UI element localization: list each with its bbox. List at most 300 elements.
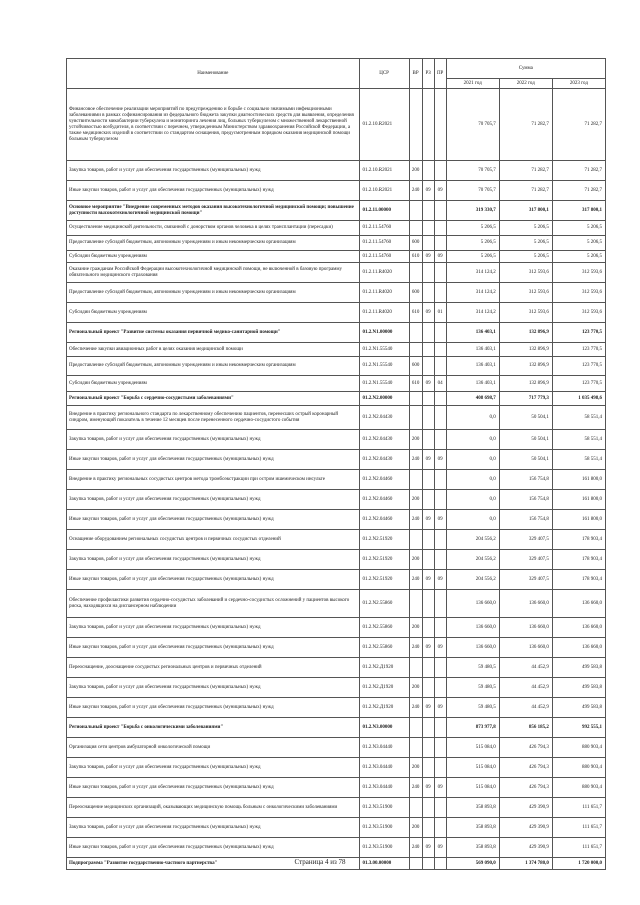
table-row (67, 89, 606, 161)
cell-sum-2021: 70 705,7 (446, 161, 499, 181)
table-row (67, 678, 606, 698)
cell-vr: 610 (409, 303, 422, 323)
cell-name: Предоставление субсидий бюджетным, автономным учреждениям и иным некоммерческим организациям (67, 357, 360, 376)
cell-rz (422, 201, 434, 221)
table-row (67, 430, 606, 450)
cell-csr: 01.2.N1.55540 (359, 343, 409, 357)
cell-vr: 240 (409, 838, 422, 858)
cell-sum-2021: 314 124,2 (446, 283, 499, 303)
cell-pr: 04 (434, 376, 446, 392)
cell-vr: 240 (409, 698, 422, 718)
table-row (67, 201, 606, 221)
cell-sum-2022: 317 800,1 (499, 201, 552, 221)
cell-sum-2021: 0,0 (446, 406, 499, 430)
cell-pr: 09 (434, 181, 446, 201)
cell-csr: 01.2.N2.55860 (359, 618, 409, 638)
cell-sum-2023: 880 903,4 (552, 758, 605, 778)
cell-name: Обеспечение закупки авиационных работ в целях оказания медицинской помощи (67, 343, 360, 357)
cell-sum-2022: 50 504,1 (499, 406, 552, 430)
table-row (67, 490, 606, 510)
cell-sum-2022: 1 374 780,0 (499, 858, 552, 870)
cell-sum-2023: 136 660,0 (552, 590, 605, 618)
cell-rz (422, 738, 434, 758)
cell-name: Переоснащение медицинских организаций, оказывающих медицинскую помощь больным с онкологическими заболеваниями (67, 798, 360, 818)
cell-vr: 240 (409, 450, 422, 470)
cell-pr: 09 (434, 778, 446, 798)
cell-sum-2022: 426 794,3 (499, 738, 552, 758)
cell-vr: 240 (409, 570, 422, 590)
cell-sum-2023: 71 282,7 (552, 161, 605, 181)
table-row (67, 738, 606, 758)
cell-sum-2021: 0,0 (446, 490, 499, 510)
cell-pr: 09 (434, 450, 446, 470)
cell-csr: 01.2.N3.04440 (359, 778, 409, 798)
cell-pr (434, 201, 446, 221)
cell-rz (422, 550, 434, 570)
cell-vr: 600 (409, 283, 422, 303)
cell-rz (422, 818, 434, 838)
cell-sum-2023: 312 593,6 (552, 303, 605, 323)
cell-vr (409, 470, 422, 490)
cell-sum-2022: 429 390,9 (499, 818, 552, 838)
cell-name: Предоставление субсидий бюджетным, автономным учреждениям и иным некоммерческим организациям (67, 283, 360, 303)
table-row (67, 570, 606, 590)
cell-rz (422, 618, 434, 638)
cell-sum-2023: 111 651,7 (552, 818, 605, 838)
cell-csr: 01.2.N1.00000 (359, 323, 409, 343)
cell-rz (422, 678, 434, 698)
cell-rz (422, 530, 434, 550)
header-year-2023: 2023 год (552, 79, 605, 89)
cell-pr (434, 161, 446, 181)
cell-pr: 09 (434, 838, 446, 858)
cell-sum-2022: 5 206,5 (499, 251, 552, 263)
cell-pr (434, 221, 446, 236)
cell-sum-2021: 5 206,5 (446, 221, 499, 236)
cell-name: Осуществление медицинской деятельности, связанной с донорством органов человека в целях трансплантации (пересадки) (67, 221, 360, 236)
cell-name: Региональный проект "Борьба с онкологическими заболеваниями" (67, 718, 360, 738)
cell-csr: 01.2.N2.51920 (359, 530, 409, 550)
cell-csr: 01.2.N3.51900 (359, 838, 409, 858)
cell-sum-2021: 136 403,1 (446, 357, 499, 376)
cell-sum-2022: 717 779,3 (499, 392, 552, 406)
cell-csr: 01.2.N2.Д1920 (359, 698, 409, 718)
cell-pr (434, 658, 446, 678)
cell-pr (434, 798, 446, 818)
cell-csr: 01.2.N2.55860 (359, 590, 409, 618)
cell-vr: 240 (409, 181, 422, 201)
cell-sum-2021: 0,0 (446, 470, 499, 490)
budget-table (66, 58, 606, 870)
cell-sum-2023: 58 551,4 (552, 406, 605, 430)
cell-sum-2023: 161 800,0 (552, 510, 605, 530)
cell-sum-2023: 161 800,0 (552, 490, 605, 510)
header-csr: ЦСР (359, 59, 409, 89)
cell-sum-2023: 5 206,5 (552, 251, 605, 263)
table-row (67, 798, 606, 818)
cell-sum-2022: 856 185,2 (499, 718, 552, 738)
cell-rz (422, 357, 434, 376)
cell-pr: 09 (434, 638, 446, 658)
table-row (67, 450, 606, 470)
cell-vr (409, 530, 422, 550)
cell-vr (409, 658, 422, 678)
cell-pr (434, 430, 446, 450)
table-row (67, 470, 606, 490)
cell-name: Иные закупки товаров, работ и услуг для обеспечения государственных (муниципальных) нужд (67, 181, 360, 201)
cell-sum-2022: 132 896,9 (499, 376, 552, 392)
cell-sum-2021: 358 893,8 (446, 838, 499, 858)
cell-rz (422, 718, 434, 738)
cell-sum-2023: 123 770,5 (552, 376, 605, 392)
cell-csr: 01.2.N2.04460 (359, 510, 409, 530)
cell-rz: 09 (422, 698, 434, 718)
cell-sum-2022: 136 660,0 (499, 638, 552, 658)
cell-sum-2023: 317 800,1 (552, 201, 605, 221)
cell-sum-2021: 515 084,0 (446, 758, 499, 778)
cell-sum-2023: 71 282,7 (552, 181, 605, 201)
cell-pr (434, 678, 446, 698)
header-vr: ВР (409, 59, 422, 89)
table-row (67, 406, 606, 430)
cell-sum-2021: 70 705,7 (446, 89, 499, 161)
cell-name: Предоставление субсидий бюджетным, автономным учреждениям и иным некоммерческим организациям (67, 236, 360, 251)
cell-sum-2021: 515 084,0 (446, 778, 499, 798)
cell-sum-2022: 44 452,9 (499, 678, 552, 698)
cell-pr (434, 236, 446, 251)
cell-csr: 01.2.N2.Д1920 (359, 658, 409, 678)
cell-name: Основное мероприятие "Внедрение современных методов оказания высокотехнологичной медицинской помощи; повышение доступности высокотехнологичной медицинской помощи" (67, 201, 360, 221)
cell-csr: 01.2.N2.Д1920 (359, 678, 409, 698)
cell-sum-2022: 429 390,9 (499, 798, 552, 818)
cell-sum-2023: 880 903,4 (552, 778, 605, 798)
cell-pr (434, 392, 446, 406)
cell-name: Закупка товаров, работ и услуг для обеспечения государственных (муниципальных) нужд (67, 490, 360, 510)
cell-sum-2022: 156 754,8 (499, 510, 552, 530)
cell-csr: 01.2.N3.04440 (359, 758, 409, 778)
cell-pr (434, 89, 446, 161)
cell-name: Закупка товаров, работ и услуг для обеспечения государственных (муниципальных) нужд (67, 618, 360, 638)
cell-name: Внедрение в практику регионального стандарта по лекарственному обеспечению пациентов, перенесших острый коронарный синдром, именующий показатель в течение 12 месяцев после перенесенного сердечно-сосудистого события (67, 406, 360, 430)
cell-sum-2022: 71 282,7 (499, 181, 552, 201)
cell-sum-2021: 204 556,2 (446, 530, 499, 550)
header-year-2022: 2022 год (499, 79, 552, 89)
cell-name: Подпрограмма "Развитие государственно-частного партнерства" (67, 858, 360, 870)
cell-csr: 01.2.10.R2021 (359, 161, 409, 181)
header-year-2021: 2021 год (446, 79, 499, 89)
cell-csr: 01.2.10.R2021 (359, 89, 409, 161)
cell-sum-2023: 499 583,8 (552, 698, 605, 718)
cell-sum-2021: 136 660,0 (446, 590, 499, 618)
header-name: Наименование (67, 59, 360, 89)
cell-sum-2021: 136 660,0 (446, 618, 499, 638)
table-body (67, 89, 606, 870)
cell-sum-2022: 429 390,9 (499, 838, 552, 858)
cell-sum-2021: 136 660,0 (446, 638, 499, 658)
cell-vr: 240 (409, 510, 422, 530)
cell-sum-2022: 50 504,1 (499, 450, 552, 470)
cell-name: Иные закупки товаров, работ и услуг для обеспечения государственных (муниципальных) нужд (67, 778, 360, 798)
cell-csr: 01.2.N3.04440 (359, 738, 409, 758)
cell-pr (434, 550, 446, 570)
table-row (67, 303, 606, 323)
cell-vr (409, 89, 422, 161)
table-row (67, 392, 606, 406)
cell-rz (422, 490, 434, 510)
cell-csr: 01.2.N2.04430 (359, 406, 409, 430)
cell-rz (422, 323, 434, 343)
cell-vr (409, 590, 422, 618)
cell-rz: 09 (422, 181, 434, 201)
cell-sum-2021: 0,0 (446, 510, 499, 530)
cell-sum-2021: 0,0 (446, 450, 499, 470)
table-row (67, 758, 606, 778)
cell-pr: 09 (434, 251, 446, 263)
cell-rz (422, 658, 434, 678)
cell-sum-2022: 156 754,8 (499, 490, 552, 510)
cell-pr (434, 590, 446, 618)
cell-sum-2021: 314 124,2 (446, 303, 499, 323)
cell-pr: 09 (434, 698, 446, 718)
cell-name: Обеспечение профилактики развития сердечно-сосудистых заболеваний и сердечно-сосудистых осложнений у пациентов высокого риска, находящихся на диспансерном наблюдении (67, 590, 360, 618)
cell-name: Региональный проект "Развитие системы оказания первичной медико-санитарной помощи" (67, 323, 360, 343)
cell-pr (434, 738, 446, 758)
cell-sum-2023: 499 583,8 (552, 658, 605, 678)
table-row (67, 530, 606, 550)
page-number: Страница 4 из 78 (294, 858, 346, 866)
cell-sum-2023: 136 660,0 (552, 618, 605, 638)
cell-csr: 01.2.11.54760 (359, 251, 409, 263)
cell-sum-2021: 59 480,5 (446, 678, 499, 698)
cell-sum-2023: 312 593,6 (552, 263, 605, 283)
cell-rz (422, 283, 434, 303)
cell-pr (434, 357, 446, 376)
cell-sum-2022: 136 660,0 (499, 590, 552, 618)
cell-sum-2021: 358 893,8 (446, 798, 499, 818)
table-row (67, 638, 606, 658)
cell-rz: 09 (422, 510, 434, 530)
cell-vr: 200 (409, 678, 422, 698)
cell-vr (409, 201, 422, 221)
cell-rz (422, 798, 434, 818)
cell-rz: 09 (422, 570, 434, 590)
table-row (67, 550, 606, 570)
cell-sum-2022: 312 593,6 (499, 263, 552, 283)
cell-name: Иные закупки товаров, работ и услуг для обеспечения государственных (муниципальных) нужд (67, 570, 360, 590)
cell-name: Иные закупки товаров, работ и услуг для обеспечения государственных (муниципальных) нужд (67, 450, 360, 470)
cell-sum-2021: 136 403,1 (446, 323, 499, 343)
cell-sum-2022: 5 206,5 (499, 236, 552, 251)
cell-sum-2023: 1 720 000,0 (552, 858, 605, 870)
cell-name: Закупка товаров, работ и услуг для обеспечения государственных (муниципальных) нужд (67, 550, 360, 570)
cell-sum-2023: 136 660,0 (552, 638, 605, 658)
cell-sum-2021: 204 556,2 (446, 570, 499, 590)
cell-sum-2021: 569 090,0 (446, 858, 499, 870)
cell-vr: 240 (409, 778, 422, 798)
cell-sum-2022: 312 593,6 (499, 303, 552, 323)
cell-name: Иные закупки товаров, работ и услуг для обеспечения государственных (муниципальных) нужд (67, 698, 360, 718)
cell-vr: 200 (409, 490, 422, 510)
cell-csr: 01.2.10.R2021 (359, 181, 409, 201)
cell-sum-2022: 5 206,5 (499, 221, 552, 236)
cell-pr (434, 470, 446, 490)
cell-name: Закупка товаров, работ и услуг для обеспечения государственных (муниципальных) нужд (67, 161, 360, 181)
cell-sum-2022: 156 754,8 (499, 470, 552, 490)
cell-csr: 01.2.N2.51920 (359, 550, 409, 570)
cell-sum-2023: 880 903,4 (552, 738, 605, 758)
cell-rz: 09 (422, 838, 434, 858)
cell-rz (422, 590, 434, 618)
table-row (67, 838, 606, 858)
cell-name: Региональный проект "Борьба с сердечно-сосудистыми заболеваниями" (67, 392, 360, 406)
cell-csr: 01.2.11.00000 (359, 201, 409, 221)
cell-name: Организация сети центров амбулаторной онкологической помощи (67, 738, 360, 758)
cell-sum-2023: 312 593,6 (552, 283, 605, 303)
cell-name: Иные закупки товаров, работ и услуг для обеспечения государственных (муниципальных) нужд (67, 638, 360, 658)
cell-vr: 200 (409, 430, 422, 450)
cell-vr (409, 323, 422, 343)
cell-rz (422, 89, 434, 161)
cell-sum-2021: 59 480,5 (446, 698, 499, 718)
cell-pr (434, 818, 446, 838)
cell-vr (409, 263, 422, 283)
cell-csr: 01.2.N2.55860 (359, 638, 409, 658)
cell-sum-2021: 136 403,1 (446, 376, 499, 392)
cell-sum-2022: 71 282,7 (499, 89, 552, 161)
cell-rz (422, 430, 434, 450)
cell-pr (434, 758, 446, 778)
cell-csr: 01.2.11.R4020 (359, 303, 409, 323)
table-row (67, 181, 606, 201)
cell-sum-2022: 329 407,5 (499, 550, 552, 570)
cell-vr (409, 221, 422, 236)
cell-sum-2023: 1 035 498,6 (552, 392, 605, 406)
cell-sum-2021: 5 206,5 (446, 236, 499, 251)
cell-csr: 01.2.N2.04460 (359, 470, 409, 490)
cell-rz: 09 (422, 376, 434, 392)
cell-sum-2021: 70 705,7 (446, 181, 499, 201)
cell-csr: 01.2.N2.04430 (359, 450, 409, 470)
cell-csr: 01.2.N2.04460 (359, 490, 409, 510)
cell-sum-2023: 123 770,5 (552, 323, 605, 343)
table-row (67, 818, 606, 838)
cell-vr (409, 343, 422, 357)
cell-vr: 610 (409, 251, 422, 263)
cell-sum-2022: 132 896,9 (499, 323, 552, 343)
cell-sum-2023: 123 770,5 (552, 343, 605, 357)
cell-csr: 01.2.11.54760 (359, 221, 409, 236)
table-row (67, 221, 606, 236)
table-row (67, 658, 606, 678)
cell-pr (434, 718, 446, 738)
table-row (67, 283, 606, 303)
cell-name: Субсидии бюджетным учреждениям (67, 251, 360, 263)
cell-pr (434, 530, 446, 550)
cell-vr: 200 (409, 550, 422, 570)
cell-rz (422, 758, 434, 778)
cell-sum-2022: 136 660,0 (499, 618, 552, 638)
budget-table-sheet (66, 58, 606, 870)
table-row (67, 590, 606, 618)
cell-name: Переоснащение, дооснащение сосудистых региональных центров и первичных отделений (67, 658, 360, 678)
cell-pr: 09 (434, 510, 446, 530)
table-row (67, 161, 606, 181)
table-header (67, 59, 606, 89)
table-row (67, 357, 606, 376)
cell-name: Внедрение в практику региональных сосудистых центров метода тромбоэкстракции при остром ишемическом инсульте (67, 470, 360, 490)
cell-sum-2022: 329 407,5 (499, 570, 552, 590)
cell-rz: 09 (422, 638, 434, 658)
cell-name: Оснащение оборудованием региональных сосудистых центров и первичных сосудистых отделений (67, 530, 360, 550)
cell-sum-2023: 178 903,4 (552, 530, 605, 550)
cell-rz: 09 (422, 251, 434, 263)
cell-csr: 01.2.11.R4020 (359, 283, 409, 303)
cell-pr (434, 343, 446, 357)
cell-sum-2022: 50 504,1 (499, 430, 552, 450)
cell-sum-2022: 132 896,9 (499, 357, 552, 376)
cell-rz (422, 161, 434, 181)
cell-sum-2023: 178 903,4 (552, 570, 605, 590)
cell-sum-2022: 44 452,9 (499, 698, 552, 718)
cell-name: Иные закупки товаров, работ и услуг для обеспечения государственных (муниципальных) нужд (67, 838, 360, 858)
cell-csr: 01.2.N3.51900 (359, 798, 409, 818)
cell-rz (422, 406, 434, 430)
cell-pr (434, 490, 446, 510)
cell-sum-2021: 59 480,5 (446, 658, 499, 678)
cell-name: Субсидии бюджетным учреждениям (67, 376, 360, 392)
cell-sum-2023: 71 282,7 (552, 89, 605, 161)
cell-sum-2022: 426 794,3 (499, 758, 552, 778)
cell-pr (434, 263, 446, 283)
cell-sum-2021: 319 330,7 (446, 201, 499, 221)
table-row (67, 263, 606, 283)
cell-vr: 600 (409, 236, 422, 251)
cell-pr: 01 (434, 303, 446, 323)
header-sum: Сумма (446, 59, 605, 79)
cell-name: Оказание гражданам Российской Федерации высокотехнологичной медицинской помощи, не включенной в базовую программу обязательного медицинского страхования (67, 263, 360, 283)
cell-vr (409, 406, 422, 430)
table-row (67, 618, 606, 638)
cell-sum-2022: 44 452,9 (499, 658, 552, 678)
table-row (67, 323, 606, 343)
cell-csr: 01.2.11.54760 (359, 236, 409, 251)
cell-sum-2021: 408 698,7 (446, 392, 499, 406)
cell-sum-2021: 204 556,2 (446, 550, 499, 570)
cell-vr: 200 (409, 161, 422, 181)
cell-vr: 240 (409, 638, 422, 658)
cell-sum-2022: 426 794,3 (499, 778, 552, 798)
cell-pr (434, 406, 446, 430)
cell-sum-2021: 515 084,0 (446, 738, 499, 758)
cell-name: Субсидии бюджетным учреждениям (67, 303, 360, 323)
table-row (67, 343, 606, 357)
cell-vr: 200 (409, 618, 422, 638)
cell-pr: 09 (434, 570, 446, 590)
cell-sum-2023: 58 551,4 (552, 450, 605, 470)
cell-vr (409, 718, 422, 738)
cell-sum-2023: 178 903,4 (552, 550, 605, 570)
cell-sum-2022: 312 593,6 (499, 283, 552, 303)
cell-vr (409, 798, 422, 818)
cell-sum-2023: 58 551,4 (552, 430, 605, 450)
cell-rz (422, 343, 434, 357)
cell-pr (434, 323, 446, 343)
cell-sum-2021: 136 403,1 (446, 343, 499, 357)
cell-csr: 01.2.11.R4020 (359, 263, 409, 283)
cell-name: Закупка товаров, работ и услуг для обеспечения государственных (муниципальных) нужд (67, 818, 360, 838)
table-row (67, 251, 606, 263)
cell-rz: 09 (422, 450, 434, 470)
